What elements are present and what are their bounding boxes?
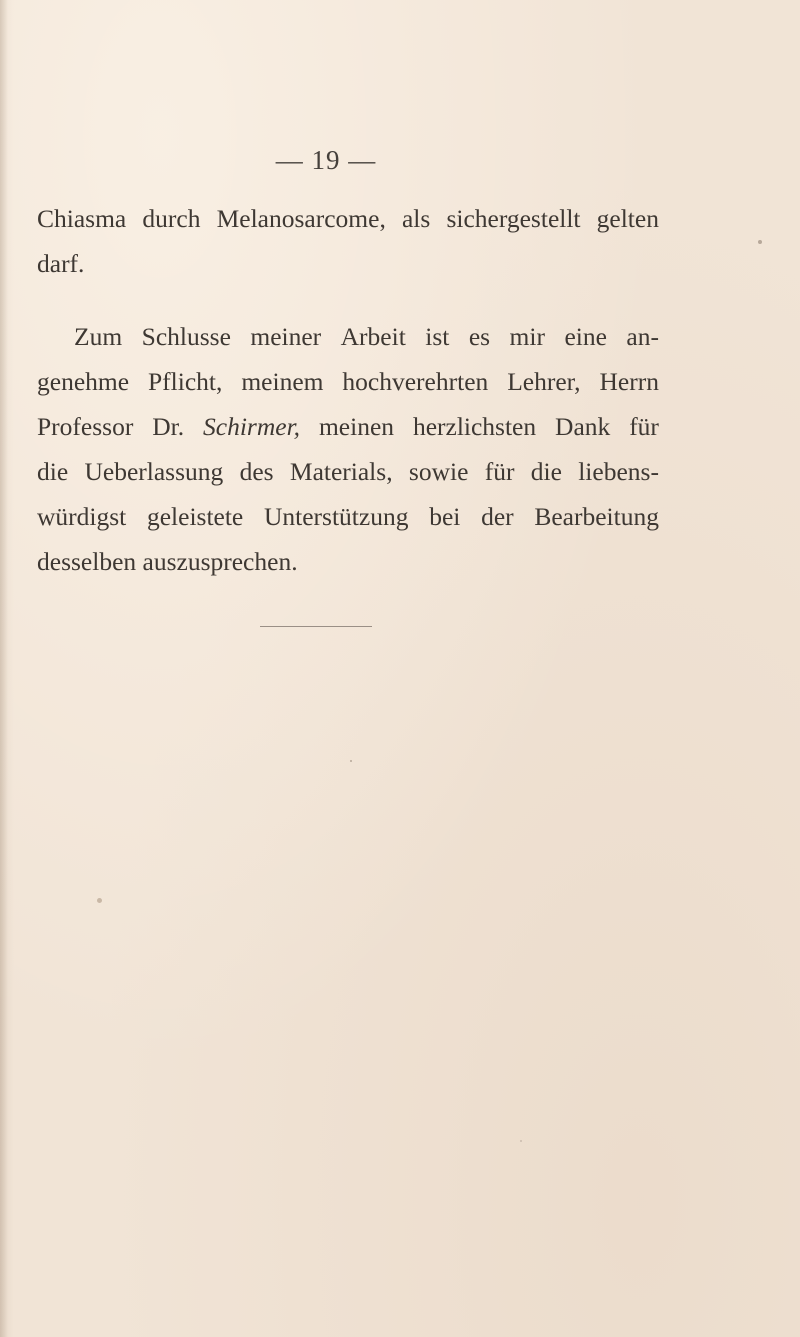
word: Ueberlassung: [84, 457, 224, 486]
word: meiner: [250, 322, 322, 351]
paper-speck: [520, 1140, 522, 1142]
word: Materials,: [289, 457, 393, 486]
word: meinen: [318, 412, 395, 441]
word: darf.: [37, 249, 85, 278]
text-line: [37, 494, 659, 539]
text-line: [37, 241, 659, 286]
word: es: [468, 322, 491, 351]
word: Melanosarcome,: [216, 204, 386, 233]
word: gelten: [596, 204, 659, 233]
word: desselben auszusprechen.: [37, 547, 298, 576]
word: für: [629, 412, 659, 441]
text-line: [37, 404, 659, 449]
text-line: [37, 314, 659, 359]
word: Bearbeitung: [534, 502, 659, 531]
word: an-: [626, 322, 659, 351]
word: als: [401, 204, 431, 233]
word: ist: [425, 322, 450, 351]
paper-speck: [97, 898, 102, 903]
word: herzlichsten: [412, 412, 537, 441]
word: Pflicht,: [148, 367, 223, 396]
word: meinem: [241, 367, 324, 396]
word: Chiasma: [37, 204, 127, 233]
text-line: [37, 196, 659, 241]
word: sichergestellt: [446, 204, 581, 233]
word: Dr.: [152, 412, 185, 441]
word: Arbeit: [340, 322, 406, 351]
word: bei: [429, 502, 461, 531]
word: Lehrer,: [507, 367, 581, 396]
word: die: [37, 457, 69, 486]
word: genehme: [37, 367, 130, 396]
word: die: [530, 457, 562, 486]
word: würdigst: [37, 502, 127, 531]
word: Professor: [37, 412, 134, 441]
word: mir: [509, 322, 545, 351]
word: Unterstützung: [263, 502, 409, 531]
paragraph-2: [37, 314, 659, 584]
word: hochverehrten: [342, 367, 489, 396]
word: Zum: [74, 322, 123, 351]
page-number: — 19 —: [275, 145, 377, 175]
closing-rule: [260, 626, 372, 627]
word: sowie: [408, 457, 469, 486]
paper-speck: [758, 240, 762, 244]
word: für: [484, 457, 515, 486]
text-line: [37, 449, 659, 494]
paragraph-gap: [37, 286, 659, 314]
text-line: [37, 359, 659, 404]
word: des: [239, 457, 274, 486]
word: Dank: [555, 412, 611, 441]
word: Herrn: [599, 367, 659, 396]
text-line: [37, 539, 659, 584]
word: liebens-: [578, 457, 659, 486]
word: Schlusse: [141, 322, 231, 351]
paragraph-1: [37, 196, 659, 286]
word: der: [481, 502, 514, 531]
word-italic-name: Schirmer,: [203, 412, 301, 441]
body-text: [37, 196, 659, 584]
word: eine: [564, 322, 607, 351]
word: geleistete: [146, 502, 244, 531]
paper-speck: [350, 760, 352, 762]
word: durch: [142, 204, 201, 233]
page-edge-shadow: [0, 0, 8, 1337]
